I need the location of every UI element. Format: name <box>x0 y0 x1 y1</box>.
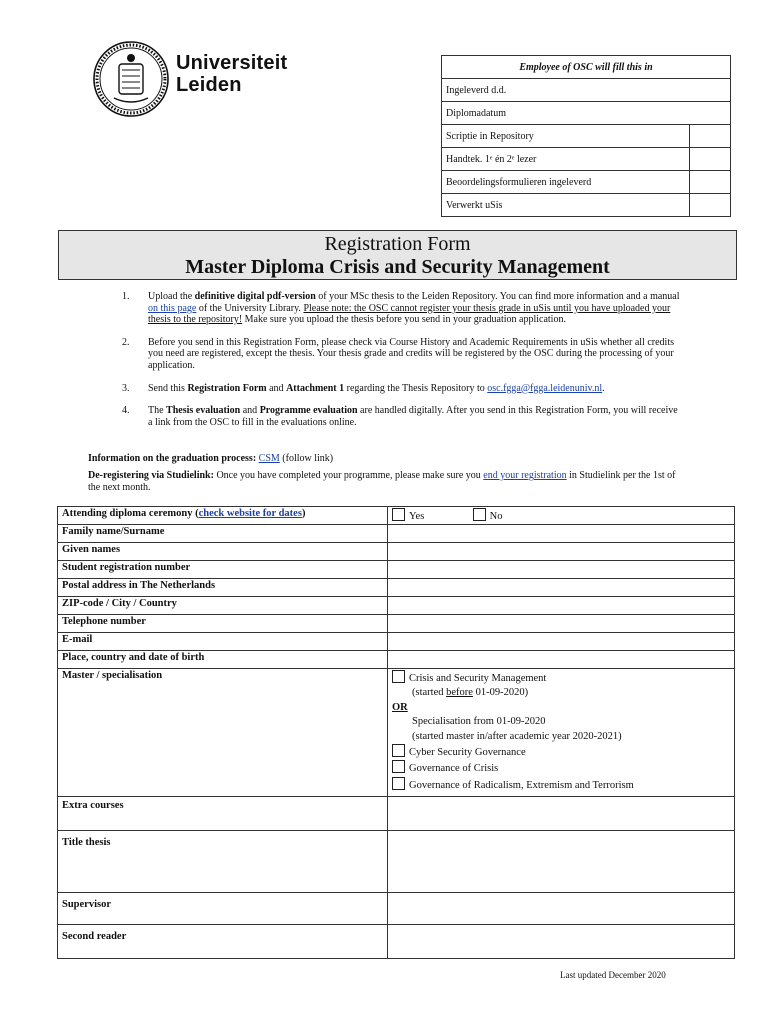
text: and <box>240 405 260 417</box>
text: The <box>148 405 167 417</box>
csm-link[interactable]: CSM <box>258 453 280 464</box>
option-label: Governance of Crisis <box>409 763 499 775</box>
option-csm <box>392 670 730 686</box>
bold-text: Registration Form <box>187 382 267 394</box>
extra-courses-input[interactable] <box>388 797 735 831</box>
osc-row: Handtek. 1ᵉ én 2ᵉ lezer <box>442 148 690 171</box>
bold-text: Thesis evaluation <box>166 405 241 417</box>
ceremony-options-cell <box>388 507 735 525</box>
follow-link-note: (follow link) <box>282 453 334 464</box>
text: before <box>446 687 473 699</box>
graduation-info <box>88 453 688 499</box>
repository-warning: Please note: the OSC cannot register your thesis grade in uSis until you have uploaded your thesis to the repository! <box>148 302 671 326</box>
osc-box-header: Employee of OSC will fill this in <box>442 56 731 79</box>
registration-form-table <box>57 506 735 959</box>
second-reader-input[interactable] <box>388 925 735 959</box>
osc-email-link[interactable]: osc.fgga@fgga.leidenuniv.nl <box>487 382 603 394</box>
spec-heading <box>392 715 730 729</box>
birth-info-input[interactable] <box>388 651 735 669</box>
osc-row: Verwerkt uSis <box>442 194 690 217</box>
text: Once you have completed your programme, please make sure you <box>213 470 484 481</box>
text: Upload the <box>148 291 195 302</box>
instruction-item-2 <box>122 337 682 372</box>
given-names-input[interactable] <box>388 543 735 561</box>
option-crisis <box>392 760 730 776</box>
text: are handled digitally. After you send in this Registration Form, you will receive a link from the OSC to fill in the evaluations online. <box>148 405 678 428</box>
bold-text: definitive digital pdf-version <box>194 291 316 302</box>
ceremony-label-cell <box>58 507 388 525</box>
last-updated: Last updated December 2020 <box>560 970 666 980</box>
osc-row: Ingeleverd d.d. <box>442 79 731 102</box>
field-label: ZIP-code / City / Country <box>58 597 388 615</box>
field-label: Telephone number <box>58 615 388 633</box>
text: of your MSc thesis to the Leiden Repository. You can find more information and a manual <box>315 291 680 302</box>
zip-city-country-input[interactable] <box>388 597 735 615</box>
osc-office-box <box>441 55 731 217</box>
csm-checkbox[interactable] <box>392 670 405 683</box>
no-label: No <box>489 511 503 522</box>
university-logo <box>92 40 302 120</box>
osc-value-cell[interactable] <box>690 171 731 194</box>
osc-value-cell[interactable] <box>690 148 731 171</box>
text: Make sure you upload the thesis before you send in your graduation application. <box>242 314 566 326</box>
option-label: Governance of Radicalism, Extremism and Terrorism <box>409 779 634 791</box>
field-label: Postal address in The Netherlands <box>58 579 388 597</box>
field-label: Place, country and date of birth <box>58 651 388 669</box>
university-seal-icon <box>92 40 170 118</box>
ceremony-yes-checkbox[interactable] <box>392 508 405 521</box>
text: 01-09-2020) <box>472 687 529 699</box>
form-title: Registration Form <box>324 233 471 255</box>
email-input[interactable] <box>388 633 735 651</box>
master-label: Master / specialisation <box>58 669 388 797</box>
osc-value-cell[interactable] <box>690 194 731 217</box>
title-thesis-input[interactable] <box>388 831 735 893</box>
cyber-security-checkbox[interactable] <box>392 744 405 757</box>
item-number: 2. <box>122 336 130 348</box>
field-label: E-mail <box>58 633 388 651</box>
option-label: Crisis and Security Management <box>409 673 547 684</box>
supervisor-label: Supervisor <box>58 893 388 925</box>
process-info <box>88 453 688 465</box>
option-radicalism <box>392 777 730 793</box>
or-label <box>392 701 730 715</box>
text: and <box>266 382 287 394</box>
bold-text: Attachment 1 <box>286 382 345 394</box>
text: of the University Library. <box>196 302 304 314</box>
osc-row: Scriptie in Repository <box>442 125 690 148</box>
field-label: Student registration number <box>58 561 388 579</box>
ceremony-dates-link[interactable]: check website for dates <box>198 508 302 519</box>
student-number-input[interactable] <box>388 561 735 579</box>
or-text: OR <box>392 701 408 713</box>
telephone-input[interactable] <box>388 615 735 633</box>
item-number: 3. <box>122 382 130 394</box>
deregister-info <box>88 470 688 494</box>
university-name-line2: Leiden <box>176 74 242 96</box>
text: (started master in/after academic year 2020-2021) <box>412 730 622 742</box>
governance-crisis-checkbox[interactable] <box>392 760 405 773</box>
osc-row: Beoordelingsformulieren ingeleverd <box>442 171 690 194</box>
field-label: Given names <box>58 543 388 561</box>
spec-note <box>392 730 730 744</box>
instruction-item-1 <box>122 291 682 326</box>
ceremony-no-checkbox[interactable] <box>473 508 486 521</box>
osc-row: Diplomadatum <box>442 102 731 125</box>
postal-address-input[interactable] <box>388 579 735 597</box>
second-reader-label: Second reader <box>58 925 388 959</box>
field-label: Family name/Surname <box>58 525 388 543</box>
university-name <box>176 52 287 96</box>
text: Specialisation from 01-09-2020 <box>412 716 546 728</box>
university-name-line1: Universiteit <box>176 52 288 74</box>
title-thesis-label: Title thesis <box>58 831 388 893</box>
text: Send this <box>148 382 188 394</box>
text: in Studielink per the 1st of the next month. <box>88 470 676 493</box>
option-cyber <box>392 744 730 760</box>
item-number: 4. <box>122 405 130 417</box>
text: Before you send in this Registration Form, please check via Course History and Academic Requirements in uSis whether all credits you need are registered, except the thesis. Your thesis grade and credits will be registered by the OSC during the processing of your application. <box>148 336 674 371</box>
text: regarding the Thesis Repository to <box>344 382 488 394</box>
instructions-list <box>122 291 682 439</box>
option-csm-note <box>392 686 730 700</box>
osc-value-cell[interactable] <box>690 125 731 148</box>
library-page-link[interactable]: on this page <box>148 302 197 314</box>
option-label: Cyber Security Governance <box>409 747 526 759</box>
yes-label: Yes <box>409 511 425 522</box>
item-number: 1. <box>122 291 130 302</box>
surname-input[interactable] <box>388 525 735 543</box>
form-title-box <box>58 230 737 280</box>
master-options-cell <box>388 669 735 797</box>
form-subtitle: Master Diploma Crisis and Security Management <box>185 256 610 278</box>
text: ) <box>301 508 306 519</box>
governance-radicalism-checkbox[interactable] <box>392 777 405 790</box>
bold-text: Programme evaluation <box>259 405 358 417</box>
supervisor-input[interactable] <box>388 893 735 925</box>
instruction-item-4 <box>122 405 682 428</box>
ceremony-label: Attending diploma ceremony ( <box>62 508 199 519</box>
text: . <box>602 382 605 394</box>
process-label: Information on the graduation process: <box>88 453 257 464</box>
end-registration-link[interactable]: end your registration <box>483 470 567 481</box>
extra-courses-label: Extra courses <box>58 797 388 831</box>
instruction-item-3 <box>122 383 682 395</box>
text: (started <box>412 687 447 699</box>
deregister-label: De-registering via Studielink: <box>88 470 214 481</box>
